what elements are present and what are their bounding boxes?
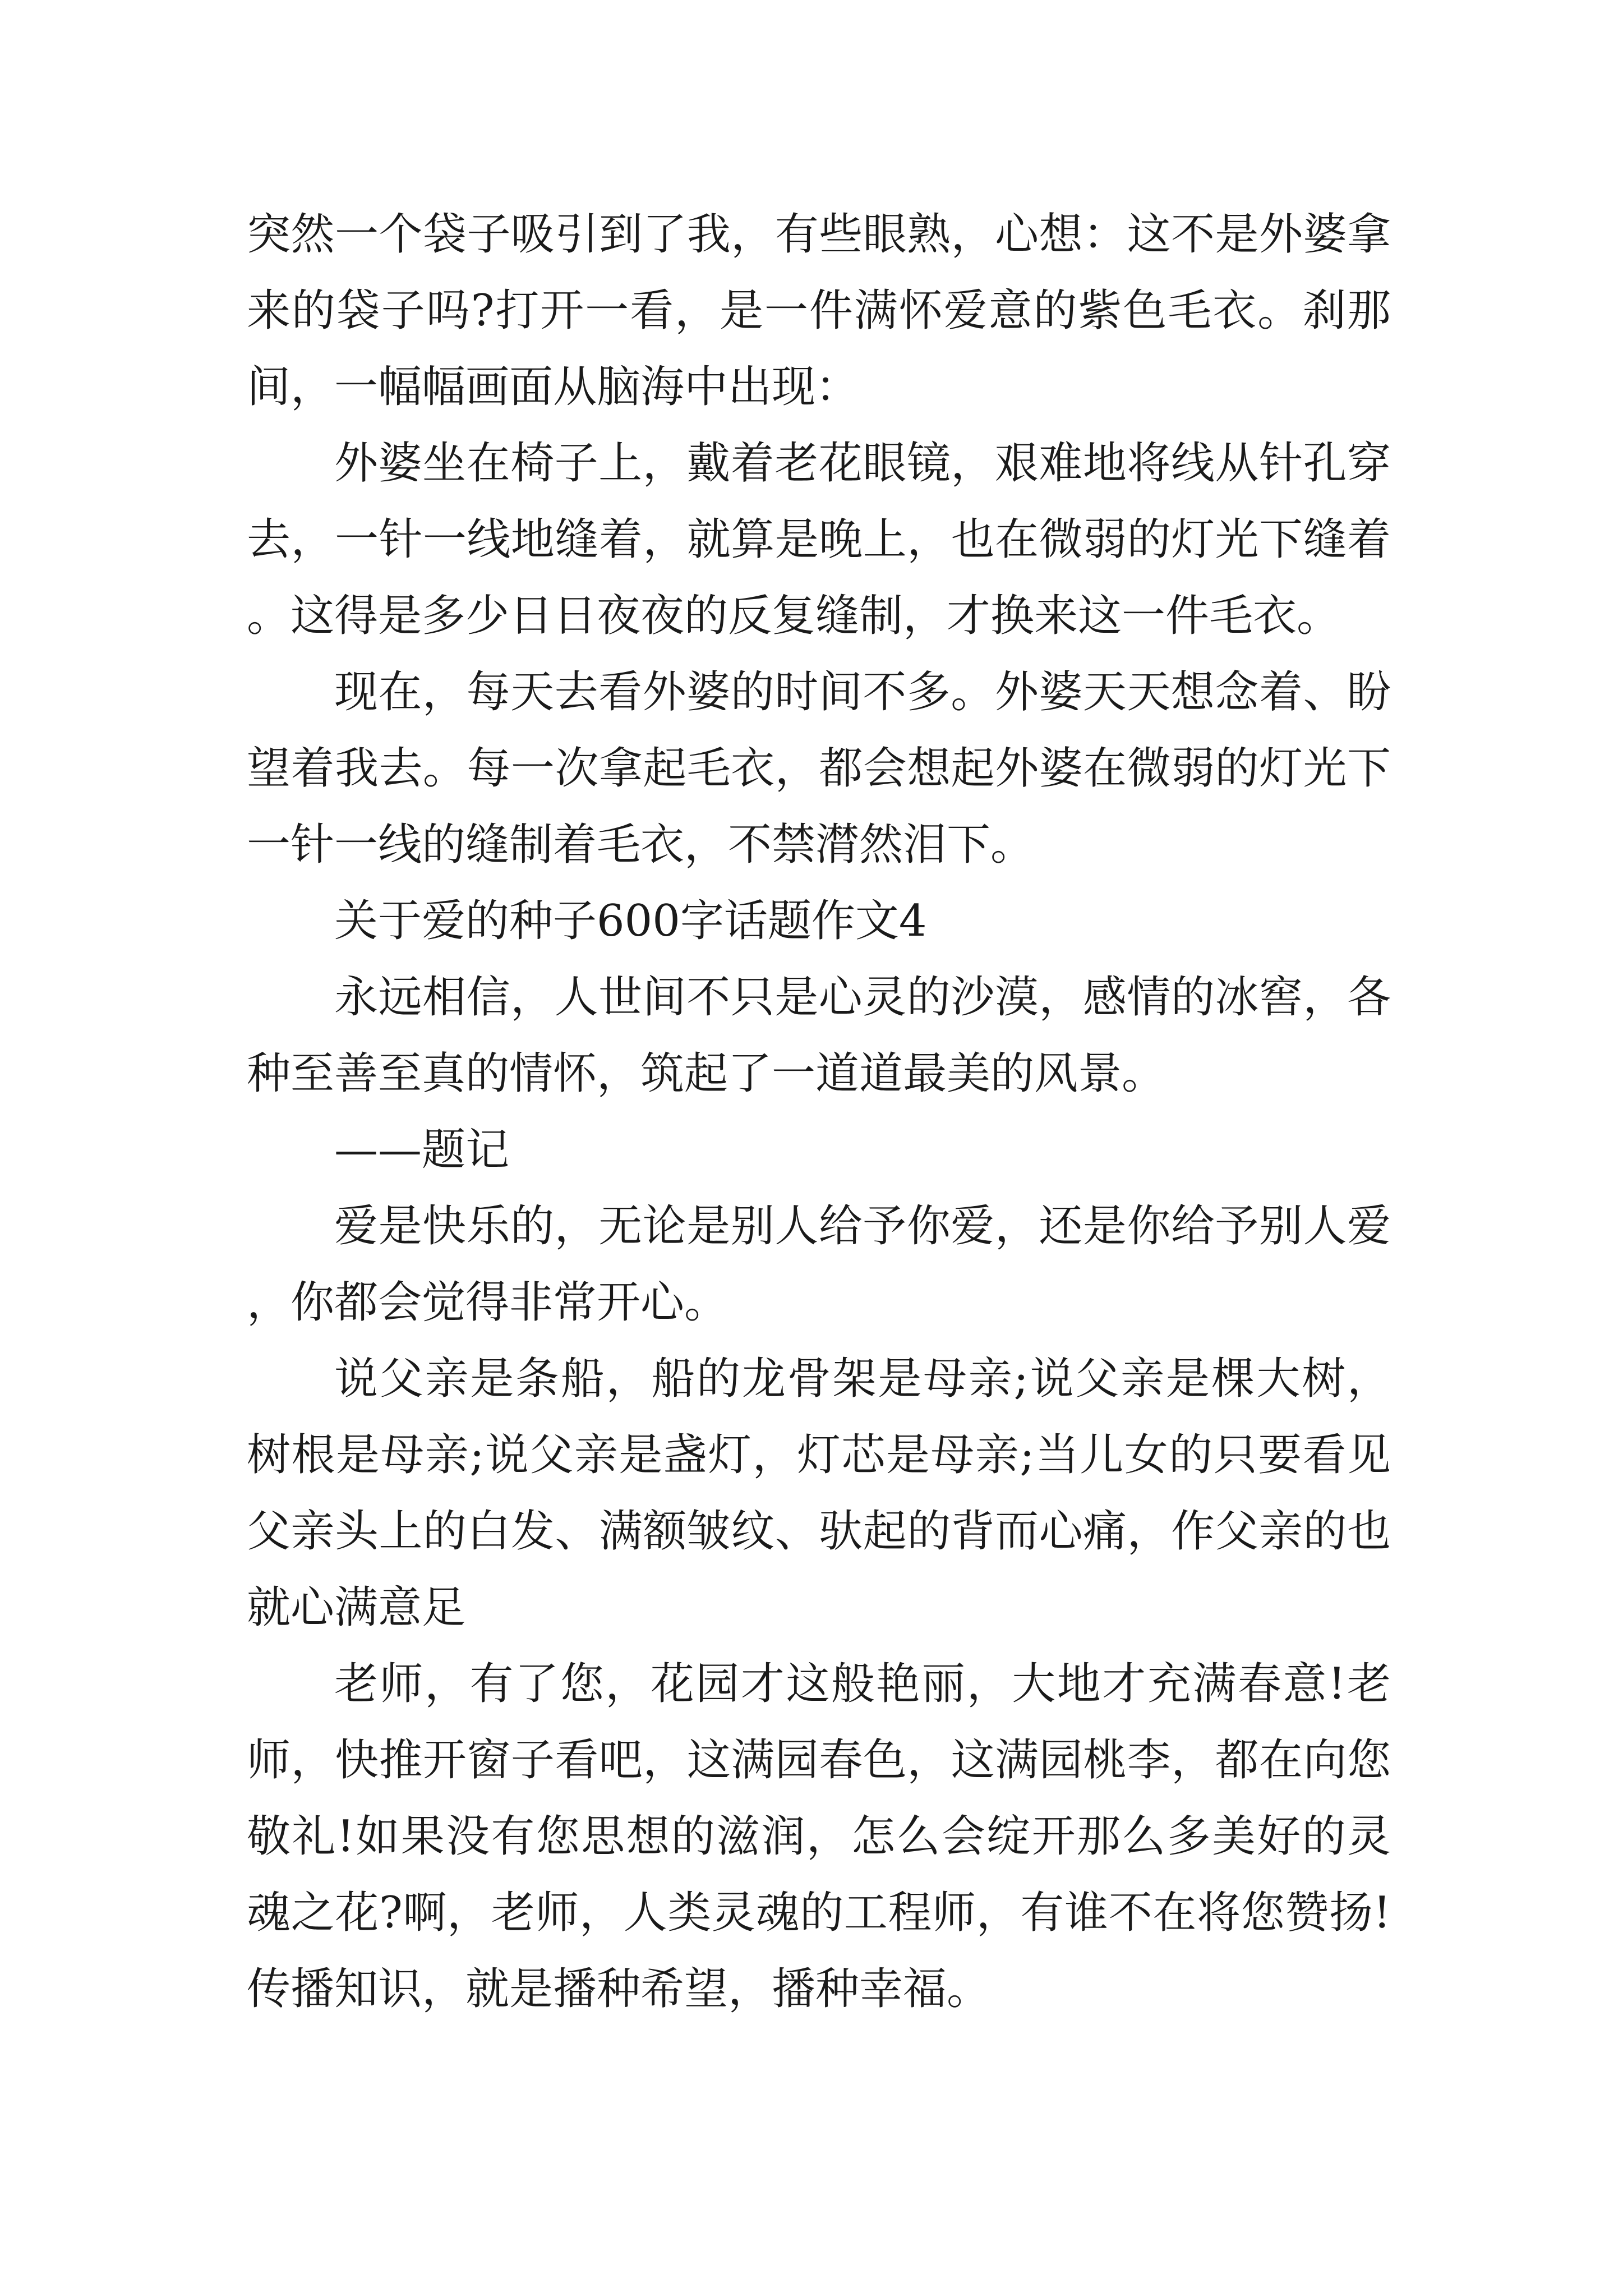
document-body	[247, 196, 1391, 2027]
paragraph-9: 老师，有了您，花园才这般艳丽，大地才充满春意!老师，快推开窗子看吧，这满园春色，这满园桃李，都在向您敬礼!如果没有您思想的滋润，怎么会绽开那么多美好的灵魂之花?啊，老师，人类灵魂的工程师，有谁不在将您赞扬!传播知识，就是播种希望，播种幸福。	[247, 1659, 1391, 2014]
paragraph-2: 外婆坐在椅子上，戴着老花眼镜，艰难地将线从针孔穿去，一针一线地缝着，就算是晚上，也在微弱的灯光下缝着。这得是多少日日夜夜的反复缝制，才换来这一件毛衣。	[247, 438, 1391, 641]
paragraph-7: 爱是快乐的，无论是别人给予你爱，还是你给予别人爱，你都会觉得非常开心。	[247, 1201, 1391, 1328]
essay-title: 关于爱的种子600字话题作文4	[334, 896, 927, 946]
paragraph-5: 永远相信，人世间不只是心灵的沙漠，感情的冰窖，各种至善至真的情怀，筑起了一道道最美的风景。	[247, 972, 1391, 1099]
paragraph-3: 现在，每天去看外婆的时间不多。外婆天天想念着、盼望着我去。每一次拿起毛衣，都会想起外婆在微弱的灯光下一针一线的缝制着毛衣，不禁潸然泪下。	[247, 667, 1391, 870]
epigraph-attribution: ——题记	[334, 1125, 510, 1175]
paragraph-8: 说父亲是条船，船的龙骨架是母亲;说父亲是棵大树，树根是母亲;说父亲是盏灯，灯芯是母亲;当儿女的只要看见父亲头上的白发、满额皱纹、驮起的背而心痛，作父亲的也就心满意足	[247, 1354, 1391, 1633]
paragraph-1: 突然一个袋子吸引到了我，有些眼熟，心想：这不是外婆拿来的袋子吗?打开一看，是一件满怀爱意的紫色毛衣。刹那间，一幅幅画面从脑海中出现：	[247, 209, 1391, 412]
